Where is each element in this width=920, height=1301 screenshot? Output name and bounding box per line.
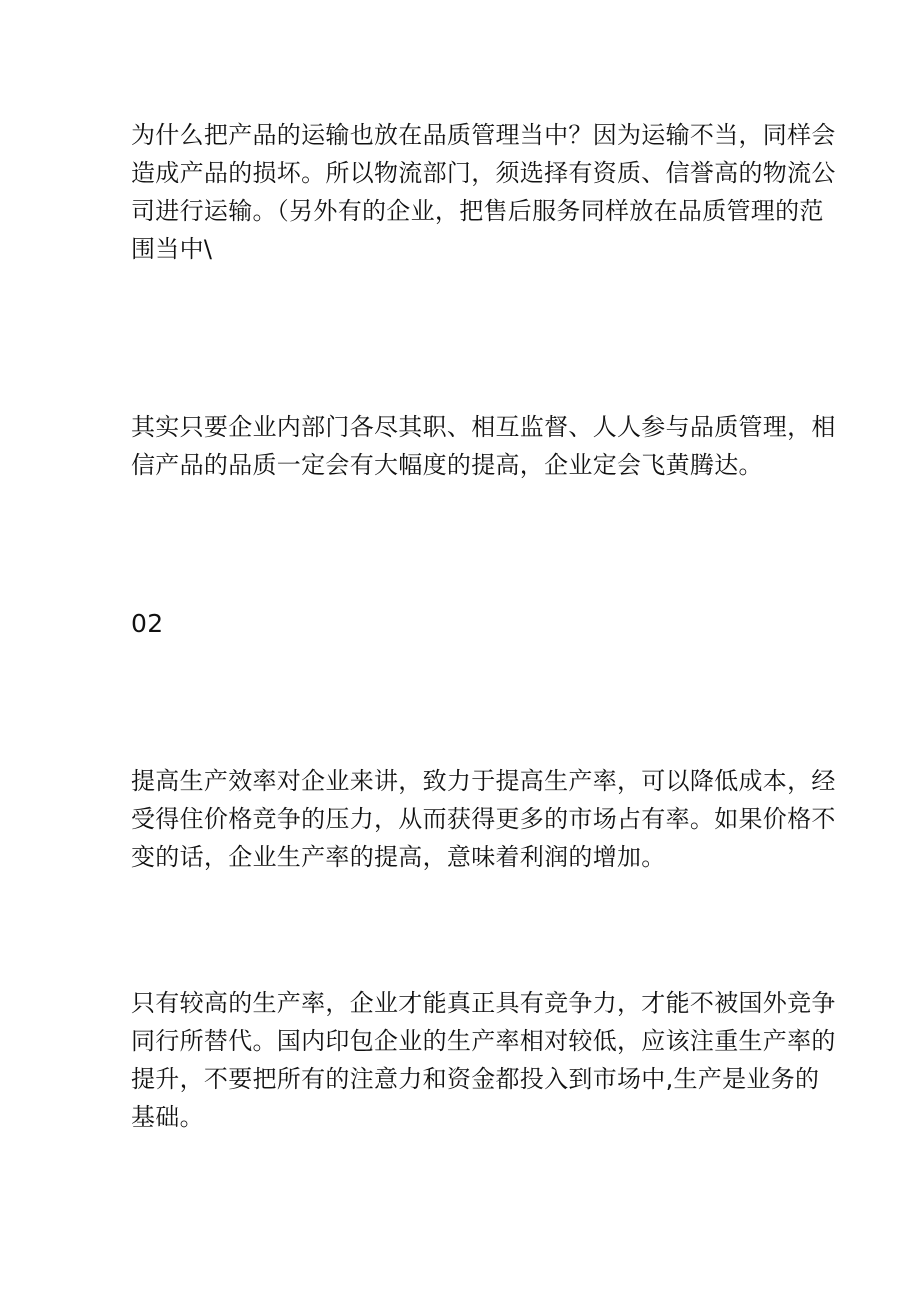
text-line: 造成产品的损坏。所以物流部门，须选择有资质、信誉高的物流公 bbox=[131, 159, 836, 187]
text-line: 提升，不要把所有的注意力和资金都投入到市场中,生产是业务的 bbox=[131, 1065, 820, 1093]
text-line: 信产品的品质一定会有大幅度的提高，企业定会飞黄腾达。 bbox=[131, 451, 763, 479]
text-line: 司进行运输。（另外有的企业，把售后服务同样放在品质管理的范 bbox=[131, 197, 824, 225]
text-line: 为什么把产品的运输也放在品质管理当中？因为运输不当，同样会 bbox=[131, 121, 836, 149]
paragraph-competitiveness bbox=[131, 984, 836, 1136]
text-line: 围当中\ bbox=[131, 235, 213, 263]
paragraph-transport-quality bbox=[131, 116, 836, 268]
text-line: 只有较高的生产率，企业才能真正具有竞争力，才能不被国外竞争 bbox=[131, 989, 836, 1017]
section-number-text: 02 bbox=[131, 609, 164, 638]
text-line: 同行所替代。国内印包企业的生产率相对较低，应该注重生产率的 bbox=[131, 1027, 836, 1055]
text-line: 提高生产效率对企业来讲，致力于提高生产率，可以降低成本，经 bbox=[131, 767, 836, 795]
paragraph-all-departments bbox=[131, 408, 836, 484]
text-line: 受得住价格竞争的压力，从而获得更多的市场占有率。如果价格不 bbox=[131, 805, 836, 833]
paragraph-productivity bbox=[131, 762, 836, 876]
text-line: 其实只要企业内部门各尽其职、相互监督、人人参与品质管理，相 bbox=[131, 413, 836, 441]
text-line: 基础。 bbox=[131, 1103, 204, 1131]
section-number bbox=[131, 605, 799, 643]
text-line: 变的话，企业生产率的提高，意味着利润的增加。 bbox=[131, 843, 666, 871]
